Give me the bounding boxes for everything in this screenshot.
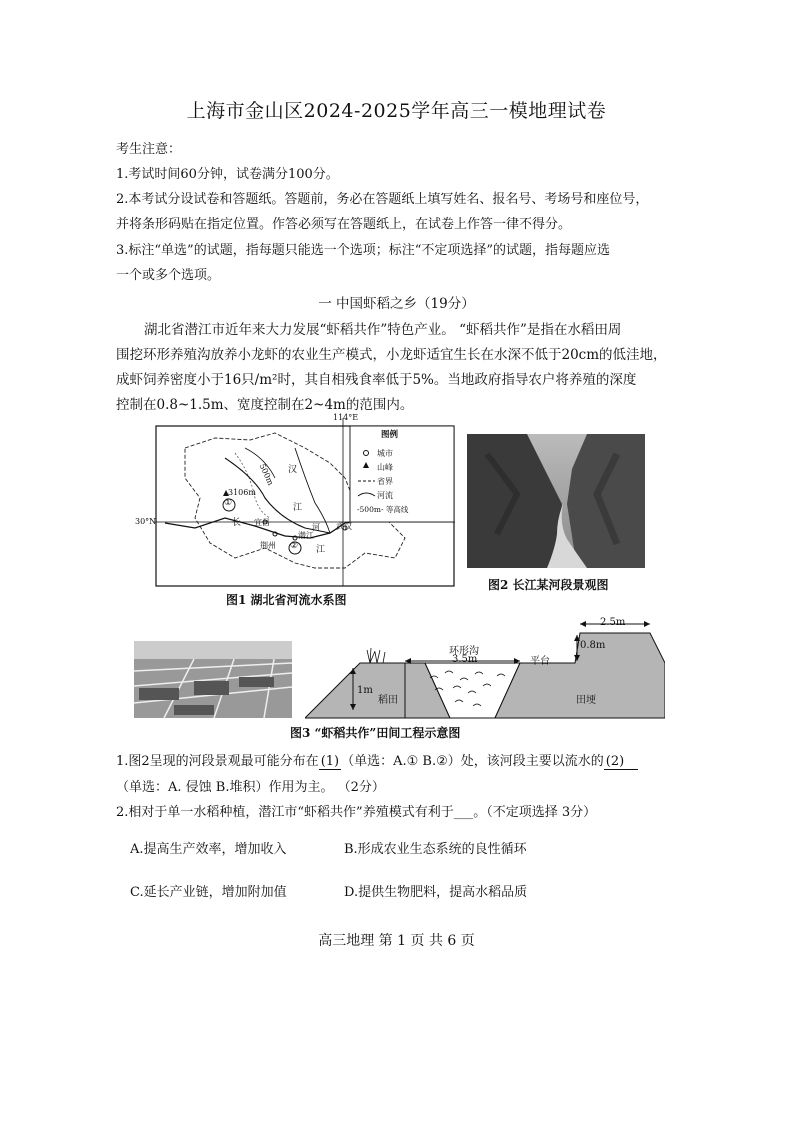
option-d: D.提供生物肥料，提高水稻品质 [344, 885, 528, 900]
notice-item: 一个或多个选项。 [116, 268, 221, 283]
paragraph-line: 成虾饲养密度小于16只/m²时，其自相残食率低于5%。当地政府指导农户将养殖的深度 [116, 372, 637, 388]
section-heading: 一 中国虾稻之乡（19分） [318, 296, 475, 312]
figure2-photo [467, 434, 645, 568]
legend-peak: 山峰 [377, 463, 393, 472]
longitude-label: 114°E [333, 413, 359, 422]
han-label: 汉 [288, 465, 298, 475]
figure3-caption: 图3 “虾稻共作”田间工程示意图 [290, 726, 461, 740]
notice-item: 3.标注“单选”的试题，指每题只能选一个选项；标注“不定项选择”的试题，指每题应选 [116, 243, 610, 258]
latitude-label: 30°N [135, 517, 157, 526]
marker-2: ② [290, 541, 299, 551]
question-1-text: （单选：A.① B.②）处，该河段主要以流水的 [341, 754, 604, 769]
answer-blank-2[interactable]: (2) [604, 754, 638, 770]
question-1-text: 1.图2呈现的河段景观最可能分布在 [116, 754, 319, 769]
figure2-caption: 图2 长江某河段景观图 [488, 578, 609, 592]
legend-title: 图例 [381, 430, 399, 440]
notice-item: 2.本考试分设试卷和答题纸。答题前，务必在答题纸上填写姓名、报名号、考场号和座位号， [116, 192, 649, 207]
figure3-diagram [305, 618, 665, 720]
option-b: B.形成农业生态系统的良性循环 [344, 842, 527, 857]
height-1m-label: 1m [357, 685, 373, 696]
yichang-label: 宜昌 [254, 518, 270, 527]
option-a: A.提高生产效率，增加收入 [130, 842, 287, 857]
ring-ditch-label: 环形沟 [449, 646, 479, 657]
peak-elevation-label: 3106m [228, 488, 256, 497]
jiang2-label: 江 [316, 545, 326, 555]
legend-contour: -500m- 等高线 [357, 505, 409, 514]
page-title: 上海市金山区2024-2025学年高三一模地理试卷 [186, 100, 607, 122]
legend-city: 城市 [377, 449, 393, 458]
paragraph-line: 湖北省潜江市近年来大力发展“虾稻共作”特色产业。 “虾稻共作”是指在水稻田周 [144, 322, 622, 338]
jingzhou-label: 荆州 [260, 541, 276, 550]
figure1-caption: 图1 湖北省河流水系图 [226, 593, 347, 607]
ditch-width-label: 3.5m [452, 654, 478, 665]
qianjiang-label: 潜江 [298, 531, 314, 540]
height-08m-label: 0.8m [580, 640, 606, 651]
jiang-label: 江 [293, 503, 303, 513]
answer-blank-1[interactable]: (1) [320, 754, 340, 769]
contour-label: 500m [257, 462, 276, 487]
marker-1: ① [224, 498, 233, 508]
he-label: 河 [312, 523, 320, 532]
paddy-field-label: 稻田 [378, 695, 398, 706]
notice-item: 并将条形码贴在指定位置。作答必须写在答题纸上，在试卷上作答一律不得分。 [116, 217, 572, 232]
figure1-map [155, 418, 455, 588]
paragraph-line: 控制在0.8~1.5m、宽度控制在2~4m的范围内。 [116, 397, 414, 413]
legend-river: 河流 [377, 491, 393, 500]
page-footer: 高三地理 第 1 页 共 6 页 [318, 933, 475, 949]
chang-label: 长 [232, 518, 242, 528]
notice-item: 1.考试时间60分钟，试卷满分100分。 [116, 167, 339, 182]
figure3-photo [134, 641, 292, 718]
question-2: 2.相对于单一水稻种植，潜江市“虾稻共作”养殖模式有利于___。（不定项选择 3分） [116, 805, 597, 820]
platform-label: 平台 [530, 656, 550, 667]
paragraph-line: 围挖环形养殖沟放养小龙虾的农业生产模式，小龙虾适宜生长在水深不低于20cm的低洼地， [116, 347, 667, 363]
legend-border: 省界 [377, 477, 393, 486]
top-width-label: 2.5m [600, 617, 626, 628]
question-1 [116, 750, 638, 770]
ridge-label: 田埂 [576, 695, 596, 706]
option-c: C.延长产业链，增加附加值 [130, 885, 287, 900]
wuhan-label: 武汉 [336, 522, 352, 531]
notice-heading: 考生注意： [116, 142, 182, 157]
question-1-cont: （单选：A. 侵蚀 B.堆积）作用为主。 （2分） [116, 780, 385, 795]
